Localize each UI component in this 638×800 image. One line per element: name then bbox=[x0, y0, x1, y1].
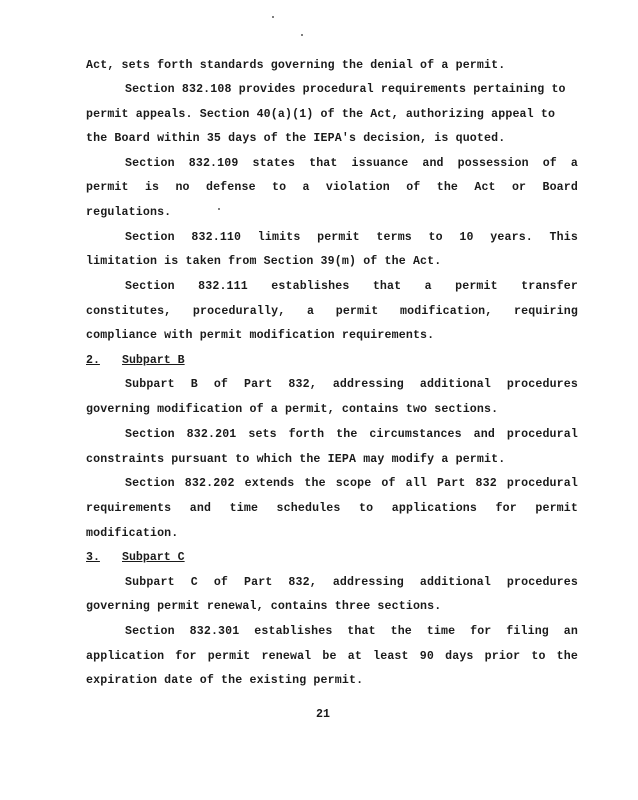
paragraph-line: Section 832.109 states that issuance and possession of a bbox=[125, 157, 578, 170]
section-heading-number: 2. bbox=[86, 354, 100, 367]
paragraph-line: requirements and time schedules to applications for permit bbox=[86, 502, 578, 515]
section-heading-number: 3. bbox=[86, 551, 100, 564]
paragraph-line: Section 832.111 establishes that a permit transfer bbox=[125, 280, 578, 293]
paragraph-line: permit appeals. Section 40(a)(1) of the Act, authorizing appeal to bbox=[86, 108, 556, 121]
paragraph-line: constraints pursuant to which the IEPA may modify a permit. bbox=[86, 453, 506, 466]
paragraph-line: modification. bbox=[86, 527, 179, 540]
section-heading-title: Subpart C bbox=[122, 551, 185, 564]
section-heading-subpart-b bbox=[86, 354, 185, 368]
paragraph-line: governing permit renewal, contains three sections. bbox=[86, 600, 442, 613]
paragraph-line: expiration date of the existing permit. bbox=[86, 674, 364, 687]
paragraph-line: application for permit renewal be at least 90 days prior to the bbox=[86, 650, 578, 663]
paragraph-line: Section 832.301 establishes that the time for filing an bbox=[125, 625, 578, 638]
paragraph-line: governing modification of a permit, contains two sections. bbox=[86, 403, 499, 416]
paragraph-line: Subpart B of Part 832, addressing additional procedures bbox=[125, 378, 578, 391]
section-heading-subpart-c bbox=[86, 551, 185, 565]
paragraph-line: regulations. bbox=[86, 206, 172, 219]
paragraph-line: Section 832.108 provides procedural requirements pertaining to bbox=[125, 83, 566, 96]
paragraph-line: limitation is taken from Section 39(m) of the Act. bbox=[86, 255, 442, 268]
paragraph-line: Subpart C of Part 832, addressing additional procedures bbox=[125, 576, 578, 589]
paragraph-line: Act, sets forth standards governing the denial of a permit. bbox=[86, 59, 506, 72]
section-heading-title: Subpart B bbox=[122, 354, 185, 367]
page-number: 21 bbox=[316, 708, 330, 721]
paragraph-line: Section 832.110 limits permit terms to 10 years. This bbox=[125, 231, 578, 244]
paragraph-line: permit is no defense to a violation of the Act or Board bbox=[86, 181, 578, 194]
paragraph-line: Section 832.201 sets forth the circumstances and procedural bbox=[125, 428, 578, 441]
paragraph-line: Section 832.202 extends the scope of all Part 832 procedural bbox=[125, 477, 578, 490]
paragraph-line: the Board within 35 days of the IEPA's decision, is quoted. bbox=[86, 132, 506, 145]
scan-speck bbox=[301, 34, 303, 36]
paragraph-line: compliance with permit modification requirements. bbox=[86, 329, 435, 342]
paragraph-line: constitutes, procedurally, a permit modification, requiring bbox=[86, 305, 578, 318]
scan-speck bbox=[272, 16, 274, 18]
